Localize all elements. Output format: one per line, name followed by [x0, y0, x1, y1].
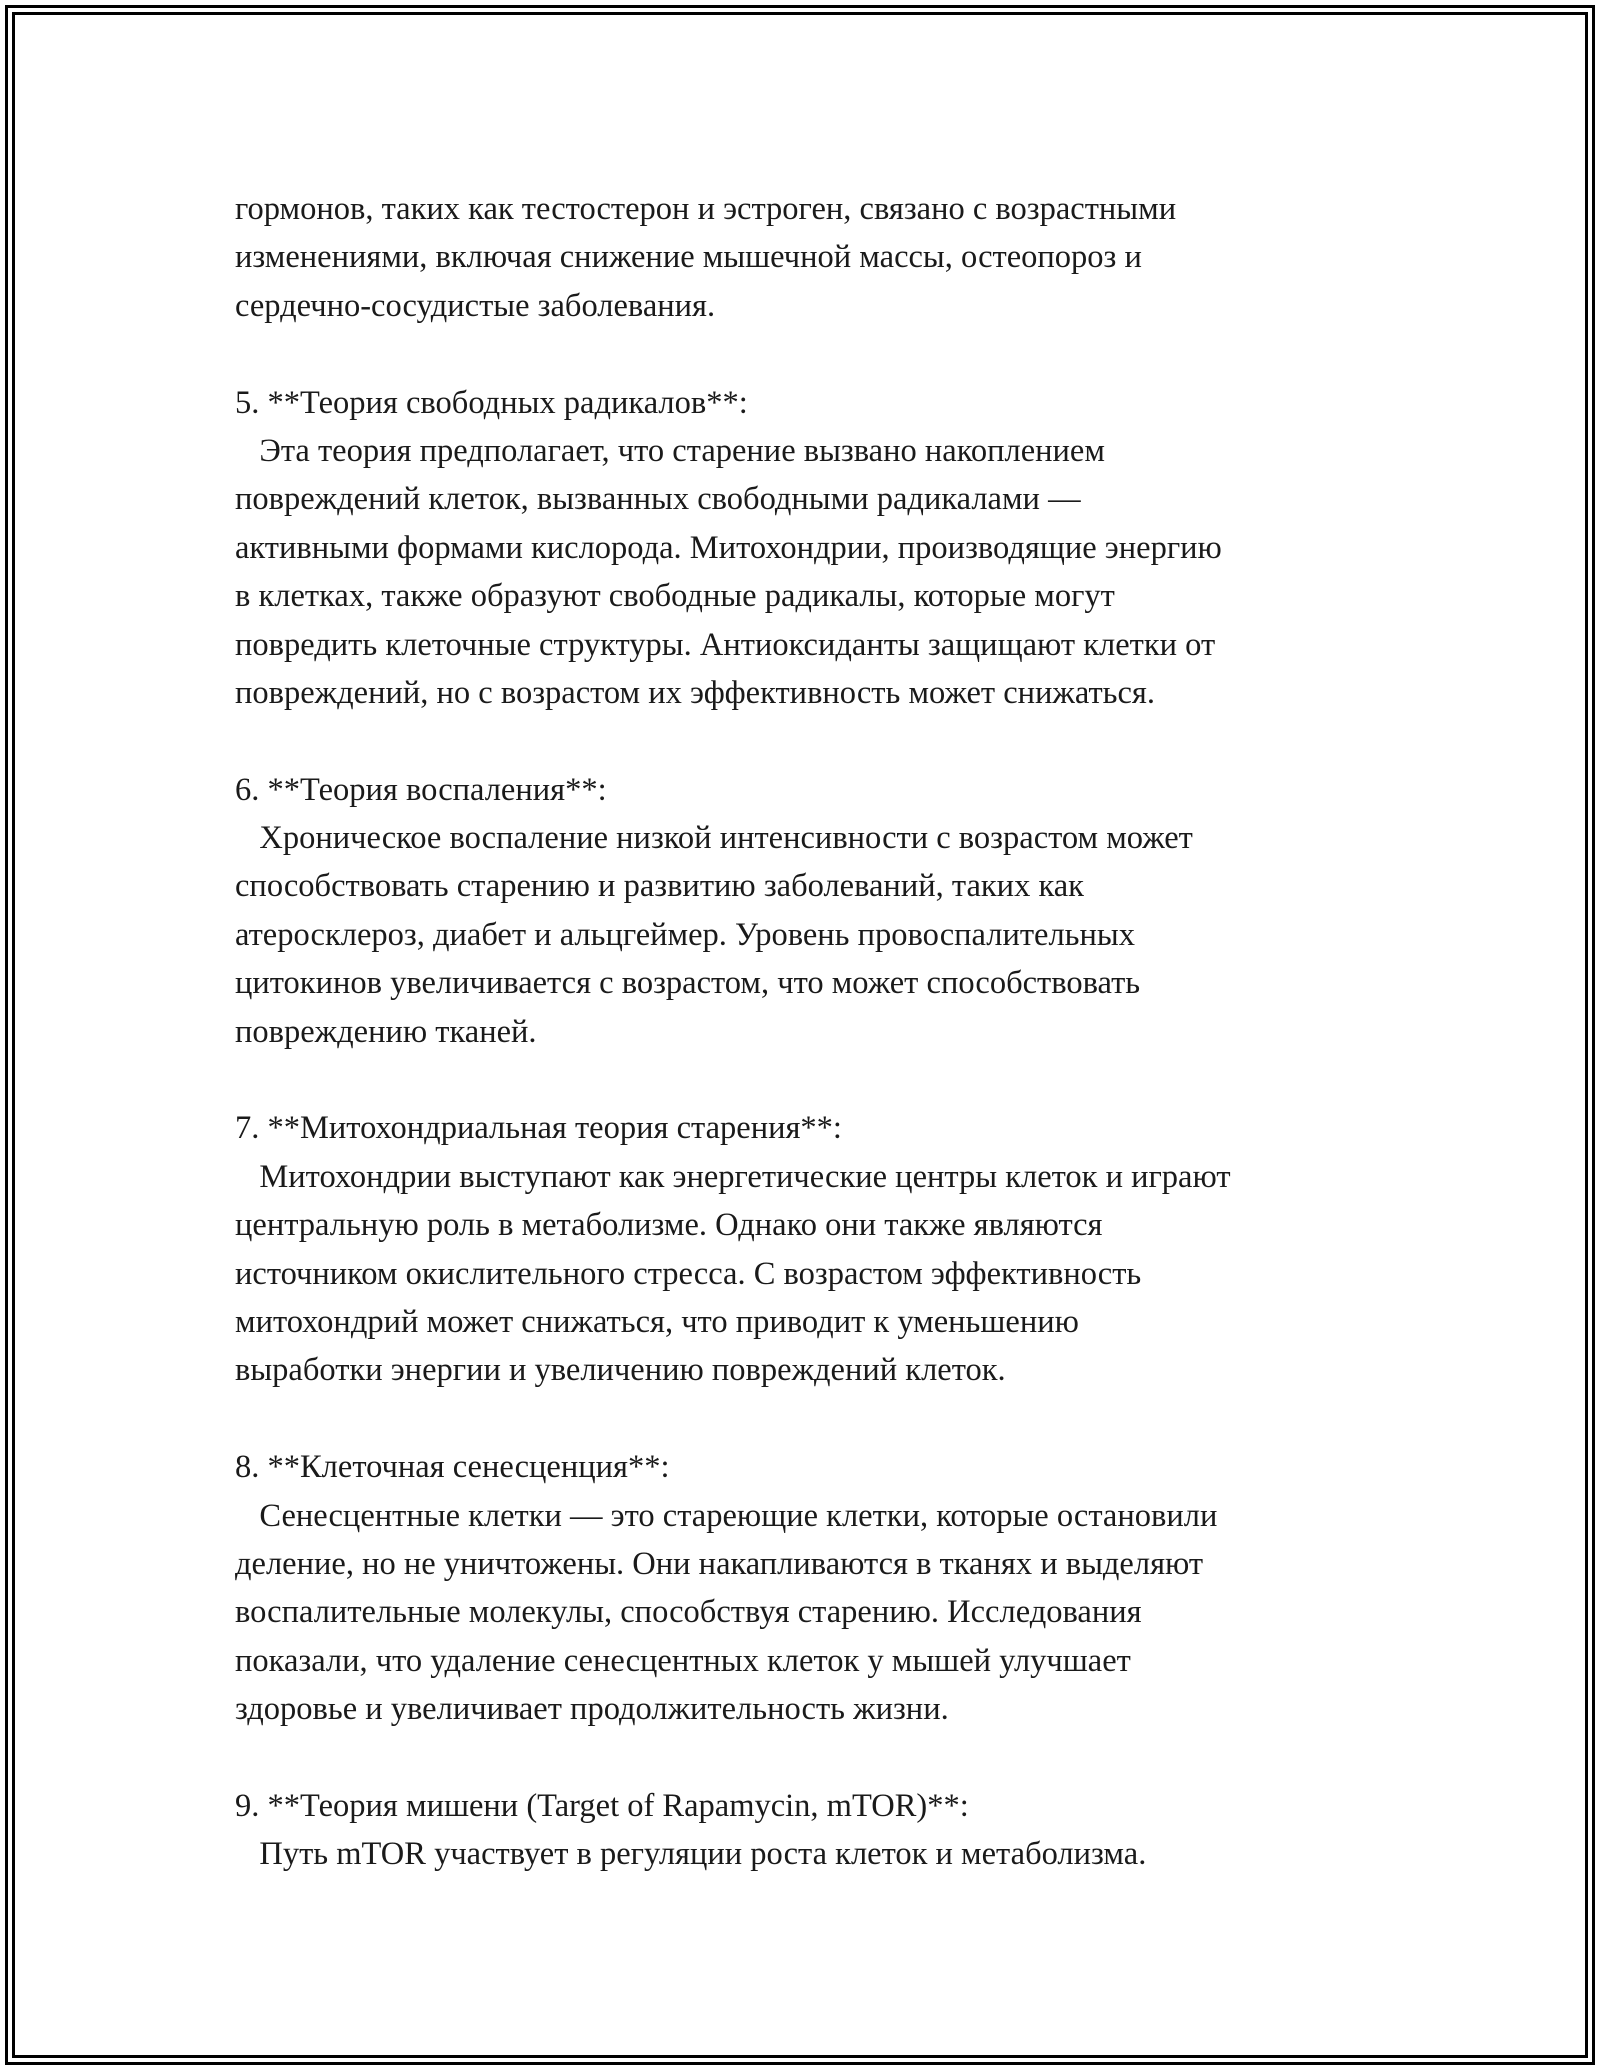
text-line: показали, что удаление сенесцентных клеток у мышей улучшает [235, 1642, 1131, 1679]
text-line: центральную роль в метаболизме. Однако они также являются [235, 1207, 1103, 1244]
section-heading: 5. **Теория свободных радикалов**: [235, 384, 748, 421]
paragraph-gap [235, 330, 1395, 378]
intro-paragraph [235, 185, 1395, 330]
section-heading: 9. **Теория мишени (Target of Rapamycin, mTOR)**: [235, 1787, 969, 1824]
paragraph-gap [235, 1395, 1395, 1443]
section-heading: 7. **Митохондриальная теория старения**: [235, 1110, 842, 1147]
section-heading: 6. **Теория воспаления**: [235, 771, 607, 808]
text-line: повреждений клеток, вызванных свободными радикалами — [235, 481, 1081, 518]
section-8 [235, 1443, 1395, 1733]
section-5 [235, 379, 1395, 718]
text-line: повреждений, но с возрастом их эффективность может снижаться. [235, 674, 1155, 711]
text-line: Хроническое воспаление низкой интенсивности с возрастом может [235, 820, 1193, 857]
section-9 [235, 1782, 1395, 1879]
text-line: повреждению тканей. [235, 1013, 537, 1050]
text-line: источником окислительного стресса. С возрастом эффективность [235, 1255, 1142, 1292]
text-line: Сенесцентные клетки — это стареющие клетки, которые остановили [235, 1497, 1218, 1534]
text-line: митохондрий может снижаться, что приводит к уменьшению [235, 1303, 1079, 1340]
paragraph-gap [235, 1734, 1395, 1782]
text-line: повредить клеточные структуры. Антиоксиданты защищают клетки от [235, 626, 1216, 663]
text-line: деление, но не уничтожены. Они накапливаются в тканях и выделяют [235, 1545, 1204, 1582]
text-line: способствовать старению и развитию заболеваний, таких как [235, 868, 1084, 905]
text-line: атеросклероз, диабет и альцгеймер. Уровень провоспалительных [235, 916, 1135, 953]
text-line: гормонов, таких как тестостерон и эстроген, связано с возрастными [235, 191, 1177, 227]
text-line: выработки энергии и увеличению повреждений клеток. [235, 1352, 1006, 1389]
text-line: Митохондрии выступают как энергетические центры клеток и играют [235, 1158, 1231, 1195]
text-line: в клетках, также образуют свободные радикалы, которые могут [235, 578, 1115, 615]
section-6 [235, 766, 1395, 1056]
paragraph-gap [235, 717, 1395, 765]
text-line: активными формами кислорода. Митохондрии, производящие энергию [235, 529, 1222, 566]
text-line: воспалительные молекулы, способствуя старению. Исследования [235, 1594, 1142, 1631]
text-line: Путь mTOR участвует в регуляции роста клеток и метаболизма. [235, 1836, 1147, 1873]
section-7 [235, 1104, 1395, 1394]
section-heading: 8. **Клеточная сенесценция**: [235, 1449, 670, 1486]
text-line: цитокинов увеличивается с возрастом, что может способствовать [235, 965, 1141, 1002]
text-line: здоровье и увеличивает продолжительность жизни. [235, 1691, 949, 1728]
text-line: изменениями, включая снижение мышечной массы, остеопороз и [235, 239, 1142, 276]
paragraph-gap [235, 1056, 1395, 1104]
text-line: Эта теория предполагает, что старение вызвано накоплением [235, 432, 1105, 469]
document-body [235, 185, 1395, 1879]
text-line: сердечно-сосудистые заболевания. [235, 287, 716, 324]
